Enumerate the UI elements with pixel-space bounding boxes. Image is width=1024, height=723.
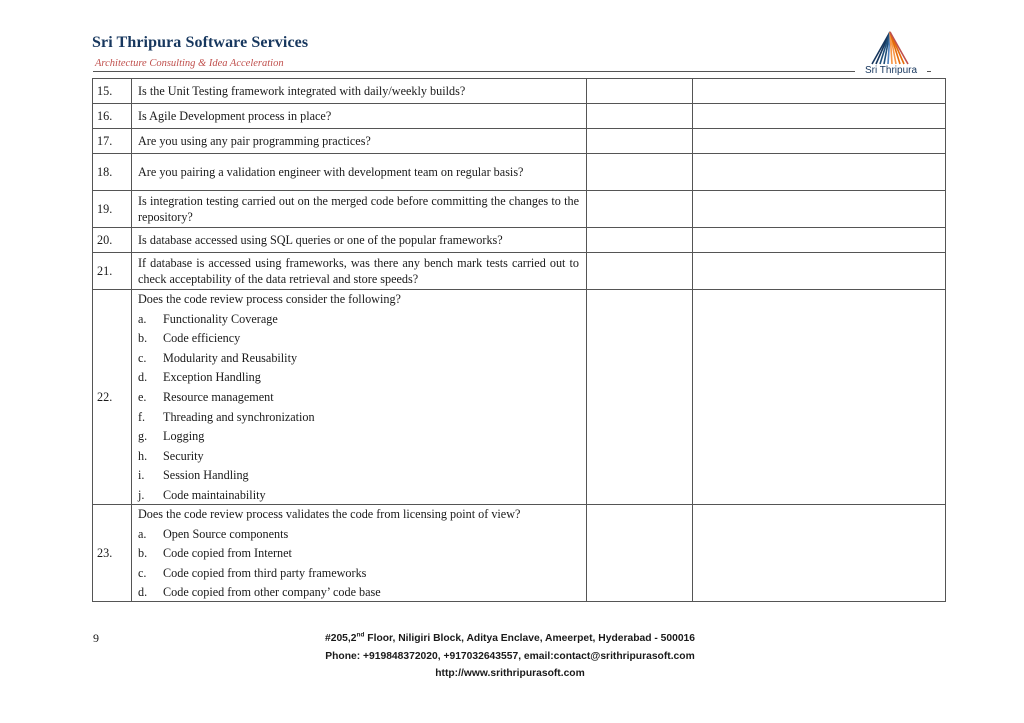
remarks-cell bbox=[693, 129, 946, 154]
remarks-cell bbox=[693, 104, 946, 129]
remarks-cell bbox=[693, 154, 946, 191]
answer-cell bbox=[587, 290, 693, 505]
list-letter: d. bbox=[138, 585, 148, 600]
table-row bbox=[93, 253, 946, 290]
list-letter: b. bbox=[138, 331, 148, 346]
page-number: 9 bbox=[93, 631, 99, 645]
list-item bbox=[138, 389, 579, 405]
table-row bbox=[93, 290, 946, 505]
list-item bbox=[138, 448, 579, 464]
list-letter: e. bbox=[138, 389, 147, 404]
remarks-cell bbox=[693, 228, 946, 253]
list-letter: a. bbox=[138, 311, 147, 326]
row-number: 17. bbox=[93, 129, 132, 154]
remarks-cell bbox=[693, 191, 946, 228]
list-letter: g. bbox=[138, 429, 148, 444]
list-text: Functionality Coverage bbox=[163, 311, 278, 326]
list-text: Code efficiency bbox=[163, 331, 241, 346]
list-text: Session Handling bbox=[163, 468, 249, 483]
remarks-cell bbox=[693, 253, 946, 290]
list-text: Modularity and Reusability bbox=[163, 350, 298, 365]
remarks-cell bbox=[693, 504, 946, 601]
remarks-cell bbox=[693, 290, 946, 505]
answer-cell bbox=[587, 154, 693, 191]
checklist-table bbox=[92, 78, 946, 602]
list-text: Resource management bbox=[163, 389, 274, 404]
page-footer bbox=[300, 630, 720, 683]
list-letter: b. bbox=[138, 546, 148, 561]
list-item bbox=[138, 350, 579, 366]
answer-cell bbox=[587, 191, 693, 228]
question-text: Is integration testing carried out on the merged code before committing the changes to the repository? bbox=[132, 191, 587, 228]
list-text: Threading and synchronization bbox=[163, 409, 315, 424]
question-lead: Does the code review process validates the code from licensing point of view? bbox=[138, 506, 521, 521]
table-row bbox=[93, 104, 946, 129]
list-item bbox=[138, 584, 579, 600]
list-item bbox=[138, 565, 579, 581]
list-item bbox=[138, 428, 579, 444]
company-tagline: Architecture Consulting & Idea Acceleration bbox=[95, 58, 284, 69]
row-number: 20. bbox=[93, 228, 132, 253]
list-text: Code maintainability bbox=[163, 487, 266, 502]
answer-cell bbox=[587, 129, 693, 154]
list-item bbox=[138, 526, 579, 542]
answer-cell bbox=[587, 104, 693, 129]
question-text: Is database accessed using SQL queries or one of the popular frameworks? bbox=[132, 228, 587, 253]
page-header bbox=[92, 34, 308, 69]
table-row bbox=[93, 228, 946, 253]
row-number: 21. bbox=[93, 253, 132, 290]
footer-contact: Phone: +919848372020, +917032643557, email:contact@srithripurasoft.com bbox=[325, 650, 695, 662]
row-number: 18. bbox=[93, 154, 132, 191]
table-row bbox=[93, 79, 946, 104]
table-row bbox=[93, 154, 946, 191]
row-number: 22. bbox=[93, 290, 132, 505]
list-text: Open Source components bbox=[163, 526, 289, 541]
list-text: Code copied from Internet bbox=[163, 546, 292, 561]
table-row bbox=[93, 129, 946, 154]
question-text: Are you pairing a validation engineer with development team on regular basis? bbox=[132, 154, 587, 191]
answer-cell bbox=[587, 253, 693, 290]
question-text bbox=[132, 504, 587, 601]
answer-cell bbox=[587, 504, 693, 601]
list-item bbox=[138, 487, 579, 503]
list-letter: a. bbox=[138, 526, 147, 541]
list-text: Exception Handling bbox=[163, 370, 261, 385]
list-letter: j. bbox=[138, 487, 145, 502]
list-text: Code copied from other company’ code base bbox=[163, 585, 381, 600]
list-letter: f. bbox=[138, 409, 146, 424]
list-item bbox=[138, 311, 579, 327]
row-number: 23. bbox=[93, 504, 132, 601]
list-text: Code copied from third party frameworks bbox=[163, 565, 367, 580]
list-letter: h. bbox=[138, 448, 148, 463]
question-lead: Does the code review process consider the following? bbox=[138, 292, 401, 306]
logo-label: Sri Thripura bbox=[855, 65, 927, 77]
company-name: Sri Thripura Software Services bbox=[92, 34, 309, 51]
list-letter: i. bbox=[138, 468, 145, 483]
question-text: Are you using any pair programming practices? bbox=[132, 129, 587, 154]
remarks-cell bbox=[693, 79, 946, 104]
list-letter: c. bbox=[138, 565, 147, 580]
list-item bbox=[138, 545, 579, 561]
row-number: 15. bbox=[93, 79, 132, 104]
list-item bbox=[138, 467, 579, 483]
question-text bbox=[132, 290, 587, 505]
list-letter: d. bbox=[138, 370, 148, 385]
list-text: Security bbox=[163, 448, 204, 463]
question-text: If database is accessed using frameworks, was there any bench mark tests carried out to check acceptability of the data retrieval and store speeds? bbox=[132, 253, 587, 290]
list-letter: c. bbox=[138, 350, 147, 365]
table-row bbox=[93, 504, 946, 601]
list-text: Logging bbox=[163, 429, 205, 444]
answer-cell bbox=[587, 228, 693, 253]
row-number: 19. bbox=[93, 191, 132, 228]
list-item bbox=[138, 409, 579, 425]
list-item bbox=[138, 330, 579, 346]
row-number: 16. bbox=[93, 104, 132, 129]
question-text: Is the Unit Testing framework integrated with daily/weekly builds? bbox=[132, 79, 587, 104]
header-divider bbox=[93, 71, 931, 72]
footer-website: http://www.srithripurasoft.com bbox=[435, 668, 585, 679]
footer-address: #205,2nd Floor, Niligiri Block, Aditya Enclave, Ameerpet, Hyderabad - 500016 bbox=[324, 631, 696, 644]
question-text: Is Agile Development process in place? bbox=[132, 104, 587, 129]
answer-cell bbox=[587, 79, 693, 104]
list-item bbox=[138, 369, 579, 385]
table-row bbox=[93, 191, 946, 228]
